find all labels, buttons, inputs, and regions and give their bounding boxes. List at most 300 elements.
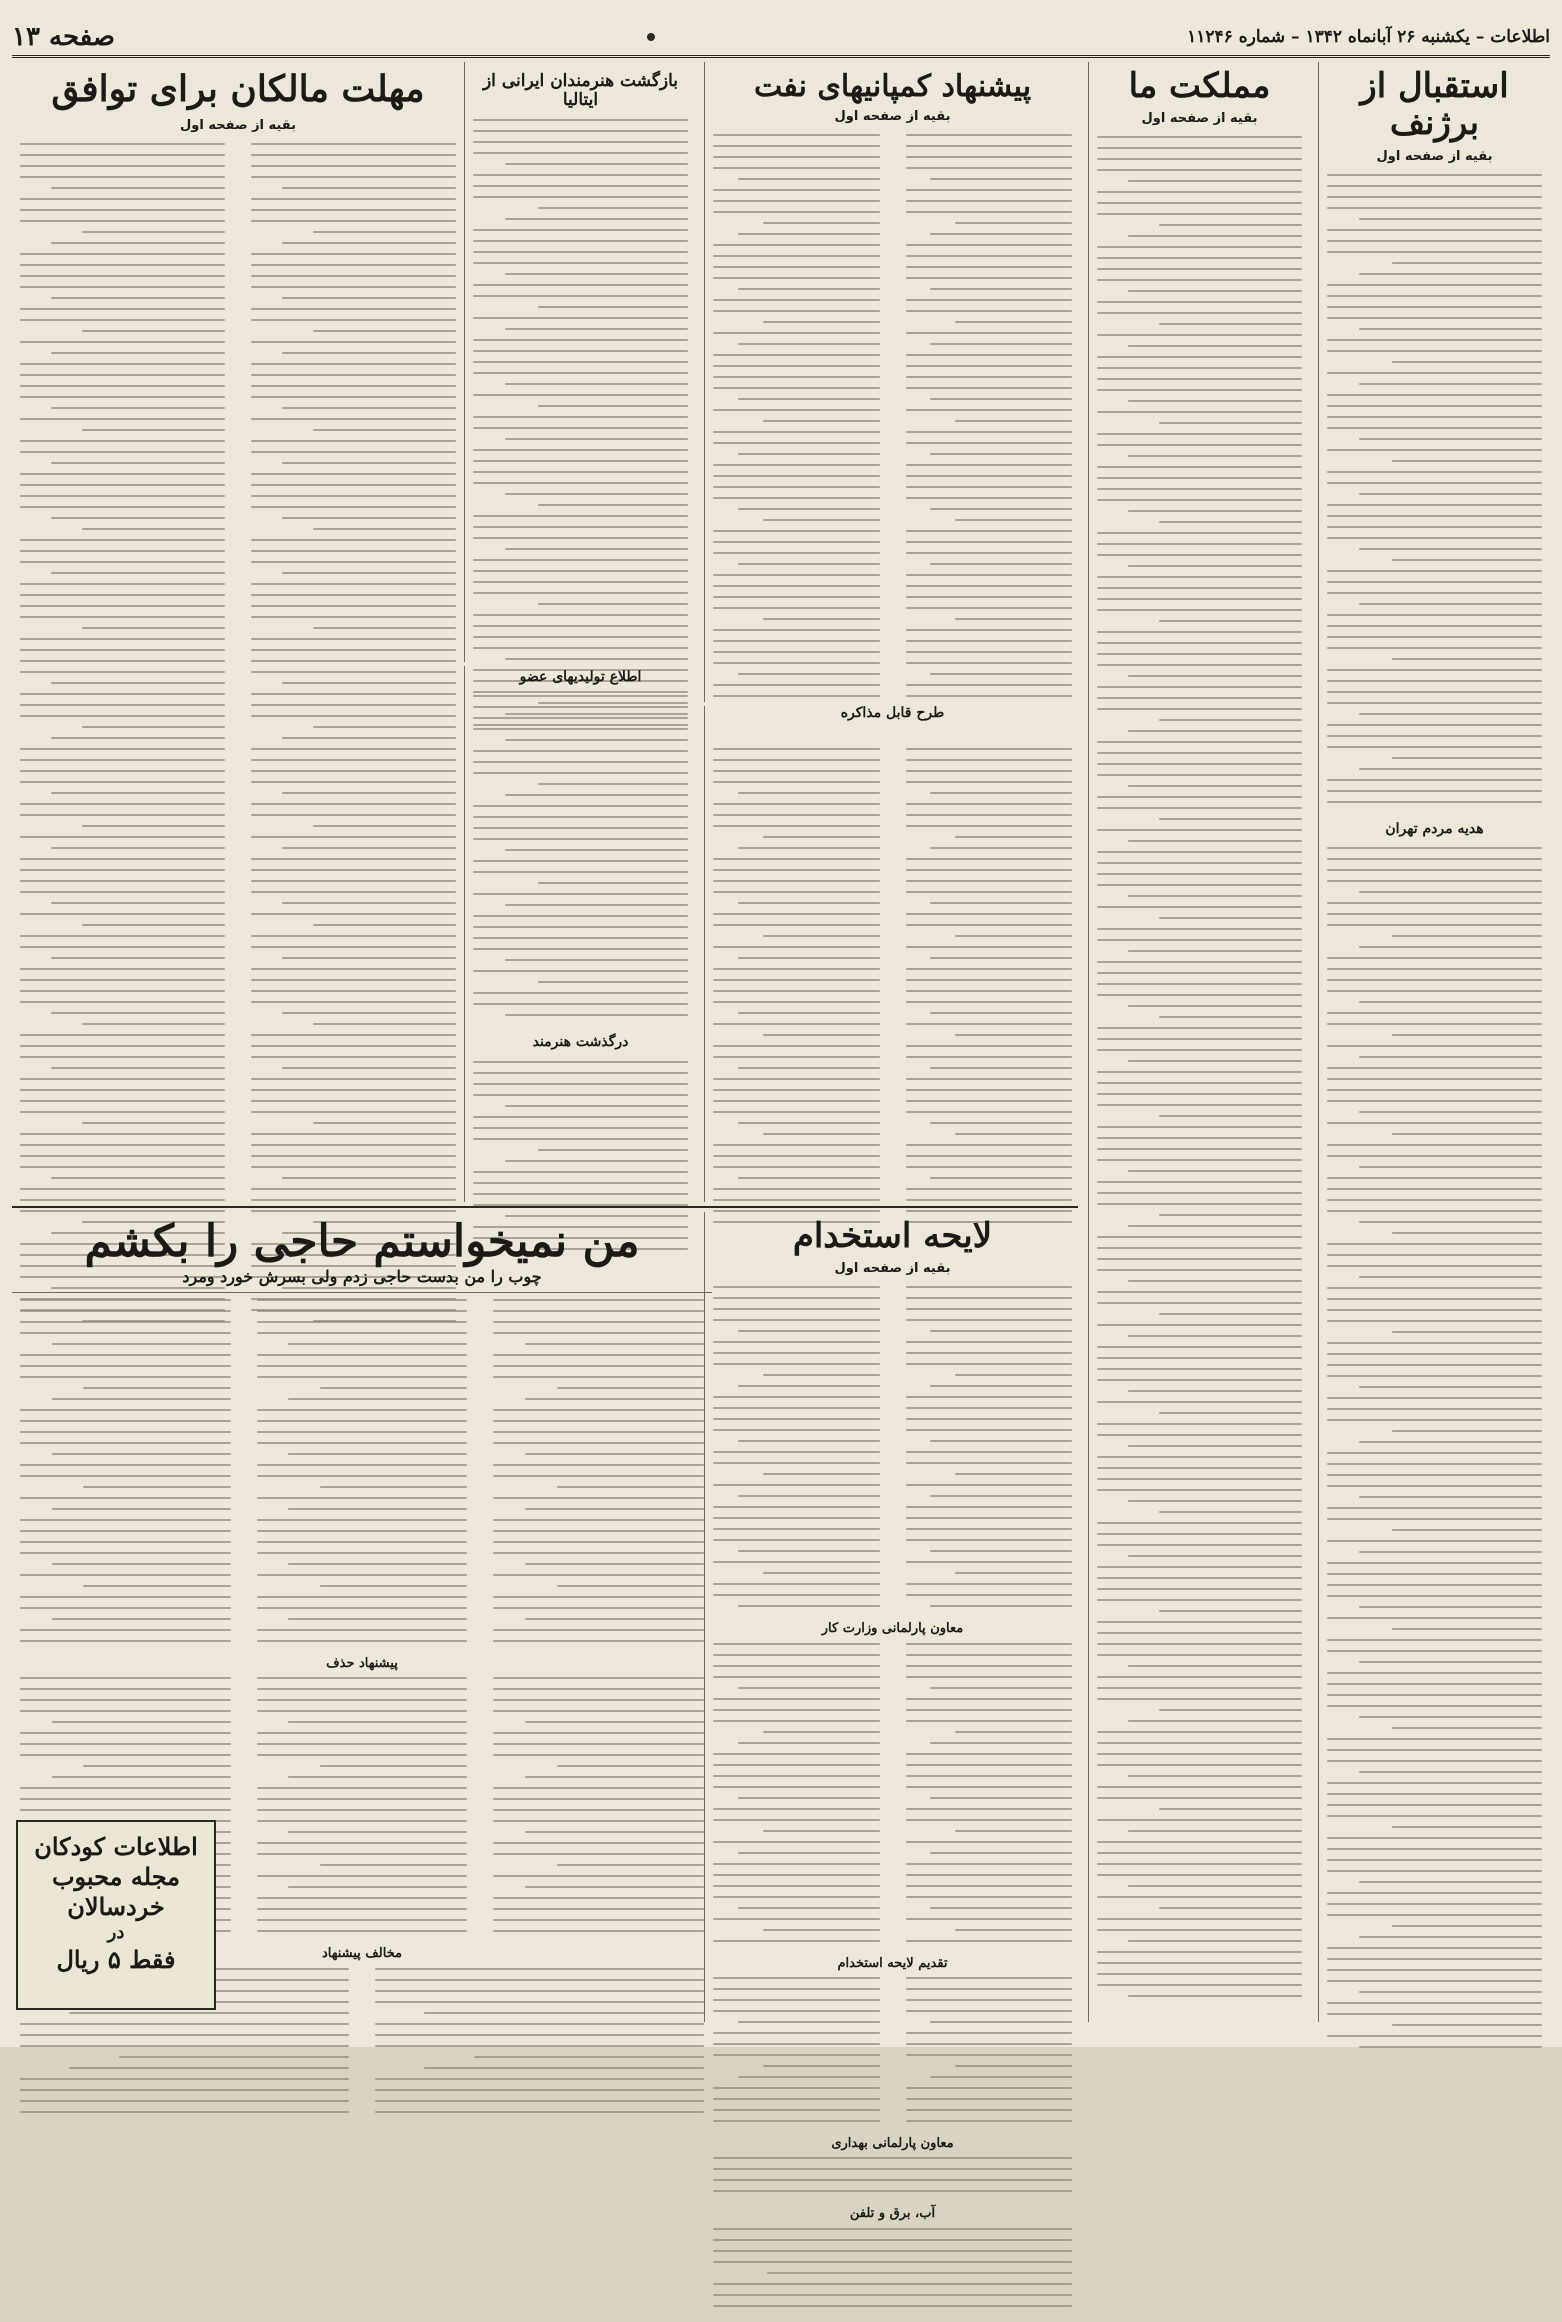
- article-members: [464, 666, 696, 1202]
- section-divider: [12, 1206, 1078, 1208]
- text-line: [713, 781, 880, 783]
- text-line: [1392, 1727, 1543, 1729]
- text-line: [251, 990, 456, 992]
- text-line: [1097, 158, 1302, 160]
- text-line: [538, 603, 689, 605]
- text-line: [906, 1539, 1073, 1541]
- text-line: [713, 2250, 1072, 2252]
- headline-bill: لایحه استخدام: [792, 1216, 993, 1256]
- text-line: [473, 1061, 688, 1063]
- text-line: [1327, 2013, 1542, 2015]
- text-line: [1359, 1661, 1542, 1663]
- text-line: [906, 1462, 1073, 1464]
- text-line: [738, 1177, 880, 1179]
- text-line: [1097, 1291, 1302, 1293]
- text-line: [738, 1605, 880, 1607]
- text-line: [20, 253, 225, 255]
- text-line: [906, 1517, 1073, 1519]
- text-line: [1097, 1368, 1302, 1370]
- text-line: [713, 2032, 880, 2034]
- text-line: [1359, 946, 1542, 948]
- text-line: [713, 200, 880, 202]
- text-line: [375, 2111, 704, 2113]
- text-line: [930, 673, 1072, 675]
- text-line: [257, 1475, 468, 1477]
- text-line: [1327, 669, 1542, 671]
- text-line: [1327, 1474, 1542, 1476]
- text-line: [251, 660, 456, 662]
- ad-line-3: خردسالان: [67, 1892, 165, 1921]
- text-line: [251, 308, 456, 310]
- text-line: [906, 475, 1073, 477]
- text-line: [763, 836, 880, 838]
- text-line: [1359, 713, 1542, 715]
- text-line: [257, 1530, 468, 1532]
- text-line: [1097, 1269, 1302, 1271]
- text-line: [288, 1398, 467, 1400]
- text-line: [713, 1056, 880, 1058]
- text-line: [251, 451, 456, 453]
- text-line: [1097, 642, 1302, 644]
- text-line: [288, 1453, 467, 1455]
- text-line: [375, 2023, 704, 2025]
- text-line: [1327, 1947, 1542, 1949]
- text-line: [51, 297, 225, 299]
- text-line: [713, 1665, 880, 1667]
- text-line: [473, 647, 688, 649]
- text-line: [20, 143, 225, 145]
- text-line: [251, 1078, 456, 1080]
- text-line: [251, 363, 456, 365]
- ornament-dot: [647, 33, 655, 41]
- text-line: [257, 1699, 468, 1701]
- text-line: [257, 1743, 468, 1745]
- text-line: [20, 1596, 231, 1598]
- text-line: [473, 394, 688, 396]
- text-line: [906, 1753, 1073, 1755]
- text-line: [525, 1508, 704, 1510]
- text-line: [20, 220, 225, 222]
- text-line: [473, 1193, 688, 1195]
- text-line: [1327, 339, 1542, 341]
- text-line: [473, 1171, 688, 1173]
- text-line: [906, 1698, 1073, 1700]
- headline-oil: پیشنهاد کمپانیهای نفت: [753, 69, 1032, 104]
- text-line: [713, 913, 880, 915]
- text-line: [906, 1643, 1073, 1645]
- text-line: [1359, 1221, 1542, 1223]
- text-line: [251, 1188, 456, 1190]
- text-line: [1159, 323, 1303, 325]
- text-line: [51, 517, 225, 519]
- text-line: [1097, 1533, 1302, 1535]
- text-line: [1327, 647, 1542, 649]
- text-line: [713, 946, 880, 948]
- body-haji-a: [485, 1293, 712, 1657]
- text-line: [906, 946, 1073, 948]
- text-line: [713, 442, 880, 444]
- text-line: [906, 1199, 1073, 1201]
- text-line: [1159, 422, 1303, 424]
- text-line: [713, 574, 880, 576]
- text-line: [906, 695, 1073, 697]
- text-line: [763, 1929, 880, 1931]
- text-line: [1128, 730, 1302, 732]
- text-line: [955, 935, 1072, 937]
- text-line: [906, 376, 1073, 378]
- text-line: [251, 341, 456, 343]
- text-line: [52, 1721, 231, 1723]
- text-line: [473, 937, 688, 939]
- text-line: [20, 374, 225, 376]
- text-line: [505, 658, 688, 660]
- text-line: [1097, 1632, 1302, 1634]
- text-line: [713, 1698, 880, 1700]
- text-line: [738, 1742, 880, 1744]
- text-line: [251, 506, 456, 508]
- text-line: [473, 284, 688, 286]
- text-line: [251, 176, 456, 178]
- text-line: [1159, 1214, 1303, 1216]
- text-line: [20, 495, 225, 497]
- text-line: [713, 1863, 880, 1865]
- text-line: [493, 1409, 704, 1411]
- text-line: [1097, 1676, 1302, 1678]
- text-line: [906, 1506, 1073, 1508]
- text-line: [119, 2056, 349, 2058]
- text-line: [1097, 928, 1302, 930]
- text-line: [20, 1710, 231, 1712]
- text-line: [493, 1809, 704, 1811]
- text-line: [505, 959, 688, 961]
- text-line: [713, 1297, 880, 1299]
- kids-magazine-ad: [16, 1820, 216, 2010]
- text-line: [1097, 1203, 1302, 1205]
- text-line: [1128, 235, 1302, 237]
- text-line: [1327, 913, 1542, 915]
- text-line: [713, 497, 880, 499]
- text-line: [473, 185, 688, 187]
- text-line: [473, 339, 688, 341]
- body-brezhnev-cont: [1319, 841, 1550, 2063]
- text-line: [1359, 1936, 1542, 1938]
- text-line: [906, 1940, 1073, 1942]
- text-line: [20, 1607, 231, 1609]
- text-line: [1097, 1038, 1302, 1040]
- text-line: [473, 449, 688, 451]
- text-line: [713, 134, 880, 136]
- text-line: [1327, 372, 1542, 374]
- text-line: [1327, 1463, 1542, 1465]
- text-line: [20, 2078, 349, 2080]
- text-line: [257, 1754, 468, 1756]
- text-line: [20, 891, 225, 893]
- text-line: [713, 189, 880, 191]
- text-line: [20, 1552, 231, 1554]
- text-line: [1128, 1995, 1302, 1997]
- text-line: [930, 1012, 1072, 1014]
- text-line: [313, 924, 457, 926]
- text-line: [738, 1440, 880, 1442]
- text-line: [713, 858, 880, 860]
- body-haji-d: [485, 1671, 712, 1947]
- text-line: [763, 1133, 880, 1135]
- text-line: [955, 1473, 1072, 1475]
- text-line: [257, 1930, 468, 1932]
- text-line: [1392, 935, 1543, 937]
- text-line: [20, 1144, 225, 1146]
- text-line: [538, 981, 689, 983]
- text-line: [473, 262, 688, 264]
- text-line: [20, 1787, 231, 1789]
- text-line: [713, 310, 880, 312]
- text-line: [493, 1431, 704, 1433]
- text-line: [20, 2111, 349, 2113]
- text-line: [1327, 229, 1542, 231]
- text-line: [906, 255, 1073, 257]
- text-line: [257, 1431, 468, 1433]
- text-line: [930, 178, 1072, 180]
- text-line: [20, 363, 225, 365]
- text-line: [473, 581, 688, 583]
- text-line: [251, 913, 456, 915]
- text-line: [1097, 1434, 1302, 1436]
- subhead-haji: چوب را من بدست حاجی زدم ولی بسرش خورد ومرد: [182, 1267, 542, 1287]
- text-line: [473, 361, 688, 363]
- subhead-removal: پیشنهاد حذف: [326, 1655, 398, 1671]
- text-line: [251, 693, 456, 695]
- text-line: [251, 418, 456, 420]
- text-line: [20, 286, 225, 288]
- text-line: [251, 1144, 456, 1146]
- text-line: [20, 1629, 231, 1631]
- text-line: [955, 420, 1072, 422]
- text-line: [713, 1988, 880, 1990]
- text-line: [20, 418, 225, 420]
- text-line: [1327, 1012, 1542, 1014]
- text-line: [1327, 1210, 1542, 1212]
- text-line: [955, 519, 1072, 521]
- text-line: [20, 1798, 231, 1800]
- text-line: [906, 541, 1073, 543]
- text-line: [1327, 636, 1542, 638]
- text-line: [313, 825, 457, 827]
- text-line: [1327, 869, 1542, 871]
- text-line: [69, 2012, 349, 2014]
- text-line: [20, 704, 225, 706]
- text-line: [1359, 768, 1542, 770]
- text-line: [906, 629, 1073, 631]
- text-line: [251, 209, 456, 211]
- text-line: [955, 1133, 1072, 1135]
- text-line: [251, 319, 456, 321]
- text-line: [257, 1607, 468, 1609]
- text-line: [424, 2067, 704, 2069]
- text-line: [1097, 1137, 1302, 1139]
- text-line: [1097, 774, 1302, 776]
- text-line: [493, 1787, 704, 1789]
- text-line: [767, 2272, 1072, 2274]
- text-line: [955, 836, 1072, 838]
- article-bill: [704, 1212, 1080, 2222]
- text-line: [1097, 389, 1302, 391]
- text-line: [1128, 895, 1302, 897]
- text-line: [738, 957, 880, 959]
- text-line: [713, 2168, 1072, 2170]
- text-line: [1327, 902, 1542, 904]
- text-line: [251, 814, 456, 816]
- text-line: [906, 990, 1073, 992]
- text-line: [257, 1321, 468, 1323]
- text-line: [313, 330, 457, 332]
- text-line: [763, 1830, 880, 1832]
- text-line: [1128, 1940, 1302, 1942]
- text-line: [375, 1979, 704, 1981]
- text-line: [1097, 1236, 1302, 1238]
- text-line: [906, 1155, 1073, 1157]
- text-line: [906, 1654, 1073, 1656]
- text-line: [1327, 790, 1542, 792]
- text-line: [906, 1665, 1073, 1667]
- text-line: [1327, 1969, 1542, 1971]
- text-line: [493, 1688, 704, 1690]
- text-line: [493, 1930, 704, 1932]
- text-line: [1327, 1793, 1542, 1795]
- text-line: [20, 1809, 231, 1811]
- text-line: [713, 990, 880, 992]
- text-line: [257, 1365, 468, 1367]
- text-line: [738, 847, 880, 849]
- text-line: [1327, 1485, 1542, 1487]
- text-line: [713, 968, 880, 970]
- text-line: [1359, 438, 1542, 440]
- text-line: [713, 2179, 1072, 2181]
- text-line: [1097, 477, 1302, 479]
- text-line: [1327, 1562, 1542, 1564]
- text-line: [1327, 979, 1542, 981]
- text-line: [906, 134, 1073, 136]
- text-line: [251, 605, 456, 607]
- text-line: [20, 935, 225, 937]
- text-line: [20, 1464, 231, 1466]
- text-line: [906, 869, 1073, 871]
- text-line: [1159, 818, 1303, 820]
- text-line: [906, 409, 1073, 411]
- text-line: [538, 306, 689, 308]
- text-line: [906, 1418, 1073, 1420]
- text-line: [1097, 873, 1302, 875]
- text-line: [906, 464, 1073, 466]
- text-line: [82, 528, 226, 530]
- text-line: [20, 990, 225, 992]
- text-line: [1327, 1760, 1542, 1762]
- text-line: [1359, 1386, 1542, 1388]
- text-line: [906, 1918, 1073, 1920]
- text-line: [473, 141, 688, 143]
- text-line: [473, 1094, 688, 1096]
- text-line: [906, 431, 1073, 433]
- text-line: [282, 792, 456, 794]
- text-line: [713, 684, 880, 686]
- text-line: [713, 695, 880, 697]
- text-line: [473, 592, 688, 594]
- text-line: [1097, 1489, 1302, 1491]
- text-line: [955, 2065, 1072, 2067]
- text-line: [906, 299, 1073, 301]
- kicker-landowners: بقیه از صفحه اول: [180, 117, 296, 133]
- body-mamlekat: [1089, 130, 1310, 2012]
- text-line: [713, 1528, 880, 1530]
- text-line: [955, 1034, 1072, 1036]
- text-line: [713, 1429, 880, 1431]
- text-line: [473, 130, 688, 132]
- text-line: [473, 761, 688, 763]
- text-line: [1097, 1192, 1302, 1194]
- text-line: [1128, 1335, 1302, 1337]
- text-line: [83, 1387, 230, 1389]
- text-line: [713, 891, 880, 893]
- text-line: [906, 574, 1073, 576]
- text-line: [20, 770, 225, 772]
- body-haji-c: [12, 1293, 239, 1657]
- text-line: [1327, 801, 1542, 803]
- text-line: [251, 759, 456, 761]
- text-line: [51, 1012, 225, 1014]
- article-artists: [464, 62, 696, 662]
- subhead-bill-submit: تقدیم لایحه استخدام: [837, 1955, 948, 1971]
- text-line: [1097, 598, 1302, 600]
- text-line: [955, 321, 1072, 323]
- text-line: [20, 1431, 231, 1433]
- text-line: [1327, 1364, 1542, 1366]
- text-line: [505, 163, 688, 165]
- text-line: [82, 330, 226, 332]
- text-line: [251, 143, 456, 145]
- text-line: [20, 1732, 231, 1734]
- text-line: [313, 231, 457, 233]
- text-line: [763, 2065, 880, 2067]
- text-line: [1097, 1962, 1302, 1964]
- text-line: [906, 2120, 1073, 2122]
- text-line: [713, 299, 880, 301]
- text-line: [320, 1765, 467, 1767]
- text-line: [713, 332, 880, 334]
- text-line: [955, 1830, 1072, 1832]
- text-line: [1359, 603, 1542, 605]
- text-line: [713, 607, 880, 609]
- text-line: [82, 1023, 226, 1025]
- text-line: [906, 1144, 1073, 1146]
- text-line: [251, 638, 456, 640]
- text-line: [251, 880, 456, 882]
- text-line: [713, 255, 880, 257]
- text-line: [251, 1111, 456, 1113]
- text-line: [1097, 1643, 1302, 1645]
- text-line: [82, 924, 226, 926]
- text-line: [1097, 213, 1302, 215]
- text-line: [1359, 891, 1542, 893]
- text-line: [313, 1023, 457, 1025]
- text-line: [1327, 504, 1542, 506]
- text-line: [1128, 345, 1302, 347]
- text-line: [20, 165, 225, 167]
- text-line: [375, 2078, 704, 2080]
- text-line: [1327, 1573, 1542, 1575]
- text-line: [713, 869, 880, 871]
- text-line: [1327, 1100, 1542, 1102]
- text-line: [713, 1676, 880, 1678]
- text-line: [1128, 1445, 1302, 1447]
